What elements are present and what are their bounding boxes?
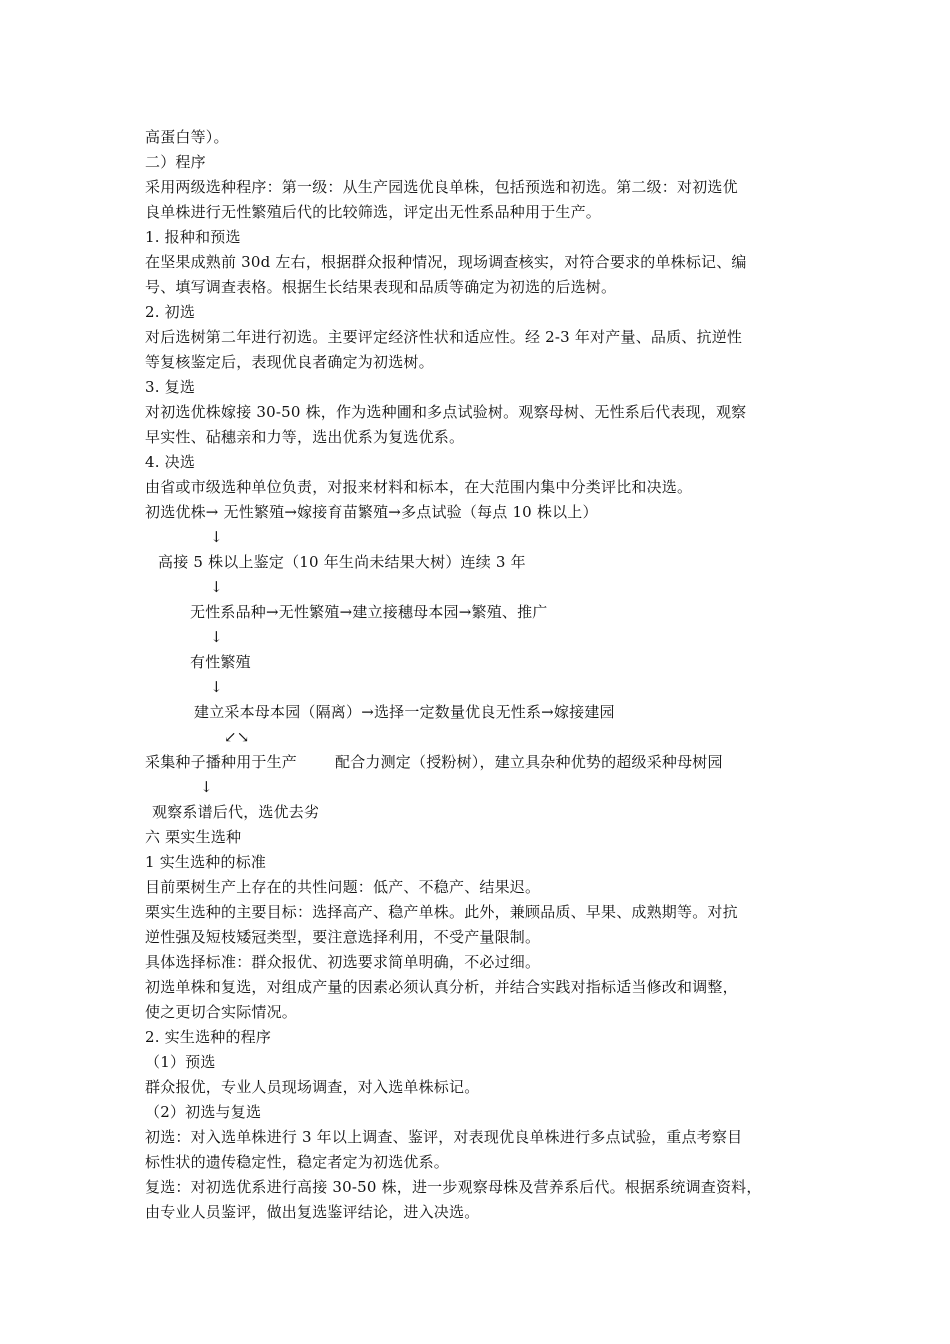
section-heading: （1）预选 xyxy=(145,1053,216,1071)
text-line: 由专业人员鉴评，做出复选鉴评结论，进入决选。 xyxy=(145,1203,480,1221)
section-heading: 六 栗实生选种 xyxy=(145,828,242,846)
text-line: 群众报优，专业人员现场调查，对入选单株标记。 xyxy=(145,1078,480,1096)
section-heading: （2）初选与复选 xyxy=(145,1103,262,1121)
flow-step: 配合力测定（授粉树），建立具杂种优势的超级采种母树园 xyxy=(335,753,723,771)
flow-step: 建立采本母本园（隔离）→选择一定数量优良无性系→嫁接建园 xyxy=(194,703,615,721)
text-line: 对后选树第二年进行初选。主要评定经济性状和适应性。经 2-3 年对产量、品质、抗逆性 xyxy=(145,328,743,346)
split-arrow-icon: ↙↘ xyxy=(224,728,250,746)
section-heading: 1 实生选种的标准 xyxy=(145,853,267,871)
text-line: 复选：对初选优系进行高接 30-50 株，进一步观察母株及营养系后代。根据系统调查资料， xyxy=(145,1178,762,1196)
flow-step: 初选优株→ 无性繁殖→嫁接育苗繁殖→多点试验（每点 10 株以上） xyxy=(145,503,598,521)
down-arrow-icon: ↓ xyxy=(200,778,213,796)
section-heading: 2. 初选 xyxy=(145,303,196,321)
text-line: 号、填写调查表格。根据生长结果表现和品质等确定为初选的后选树。 xyxy=(145,278,617,296)
down-arrow-icon: ↓ xyxy=(210,678,223,696)
text-line: 初选单株和复选，对组成产量的因素必须认真分析，并结合实践对指标适当修改和调整， xyxy=(145,978,738,996)
section-heading: 二）程序 xyxy=(145,153,206,171)
text-line: 采用两级选种程序：第一级：从生产园选优良单株，包括预选和初选。第二级：对初选优 xyxy=(145,178,738,196)
text-line: 目前栗树生产上存在的共性问题：低产、不稳产、结果迟。 xyxy=(145,878,541,896)
flow-step: 无性系品种→无性繁殖→建立接穗母本园→繁殖、推广 xyxy=(190,603,548,621)
flow-step: 高接 5 株以上鉴定（10 年生尚未结果大树）连续 3 年 xyxy=(158,553,526,571)
flow-step: 有性繁殖 xyxy=(190,653,251,671)
text-line: 在坚果成熟前 30d 左右，根据群众报种情况，现场调查核实，对符合要求的单株标记、编 xyxy=(145,253,747,271)
section-heading: 4. 决选 xyxy=(145,453,196,471)
text-line: 早实性、砧穗亲和力等，选出优系为复选优系。 xyxy=(145,428,465,446)
flow-step: 观察系谱后代，选优去劣 xyxy=(152,803,320,821)
section-heading: 3. 复选 xyxy=(145,378,196,396)
text-line: 栗实生选种的主要目标：选择高产、稳产单株。此外，兼顾品质、早果、成熟期等。对抗 xyxy=(145,903,738,921)
text-line: 高蛋白等）。 xyxy=(145,128,229,146)
text-line: 由省或市级选种单位负责，对报来材料和标本，在大范围内集中分类评比和决选。 xyxy=(145,478,693,496)
down-arrow-icon: ↓ xyxy=(210,528,223,546)
text-line: 初选：对入选单株进行 3 年以上调查、鉴评，对表现优良单株进行多点试验，重点考察目 xyxy=(145,1128,743,1146)
section-heading: 1. 报种和预选 xyxy=(145,228,241,246)
flow-step: 采集种子播种用于生产 xyxy=(145,753,298,771)
text-line: 良单株进行无性繁殖后代的比较筛选，评定出无性系品种用于生产。 xyxy=(145,203,602,221)
down-arrow-icon: ↓ xyxy=(210,628,223,646)
text-line: 标性状的遗传稳定性，稳定者定为初选优系。 xyxy=(145,1153,450,1171)
text-line: 具体选择标准：群众报优、初选要求简单明确，不必过细。 xyxy=(145,953,541,971)
text-line: 对初选优株嫁接 30-50 株，作为选种圃和多点试验树。观察母树、无性系后代表现，观察 xyxy=(145,403,747,421)
text-line: 使之更切合实际情况。 xyxy=(145,1003,298,1021)
section-heading: 2. 实生选种的程序 xyxy=(145,1028,272,1046)
text-line: 等复核鉴定后，表现优良者确定为初选树。 xyxy=(145,353,434,371)
down-arrow-icon: ↓ xyxy=(210,578,223,596)
text-line: 逆性强及短枝矮冠类型，要注意选择利用，不受产量限制。 xyxy=(145,928,541,946)
